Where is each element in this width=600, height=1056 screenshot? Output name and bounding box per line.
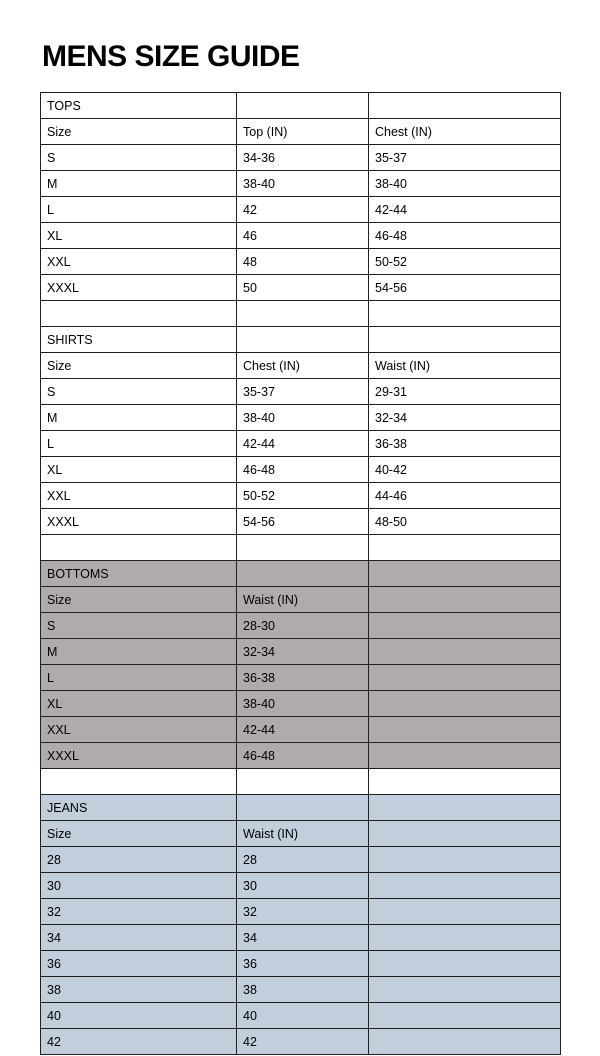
table-row [41,639,561,665]
table-cell: JEANS [41,795,237,821]
table-row [41,717,561,743]
table-cell [237,327,369,353]
table-cell [369,665,561,691]
table-row [41,353,561,379]
table-cell [237,93,369,119]
table-cell: 48-50 [369,509,561,535]
table-row [41,561,561,587]
table-cell [369,951,561,977]
table-cell: 50 [237,275,369,301]
table-row [41,223,561,249]
table-cell: S [41,379,237,405]
table-cell: 40-42 [369,457,561,483]
table-cell: Size [41,587,237,613]
table-cell [369,691,561,717]
table-cell: Waist (IN) [237,587,369,613]
table-row [41,1029,561,1055]
table-cell: 50-52 [369,249,561,275]
table-cell: 46-48 [237,457,369,483]
table-cell: S [41,613,237,639]
table-cell: 38 [237,977,369,1003]
table-cell [369,587,561,613]
table-cell: 38-40 [369,171,561,197]
table-cell: Chest (IN) [369,119,561,145]
table-row [41,145,561,171]
table-cell [369,639,561,665]
table-cell: 42 [237,1029,369,1055]
table-cell [237,535,369,561]
table-row [41,1003,561,1029]
table-cell: M [41,171,237,197]
table-cell [369,301,561,327]
table-cell: 42-44 [237,717,369,743]
table-cell [369,535,561,561]
table-row [41,301,561,327]
table-cell [369,743,561,769]
table-cell: 38-40 [237,405,369,431]
size-guide-table-body [41,93,561,1055]
table-row [41,899,561,925]
table-row [41,873,561,899]
table-cell: 32-34 [237,639,369,665]
table-cell: Size [41,353,237,379]
table-row [41,93,561,119]
table-cell: 42 [237,197,369,223]
table-row [41,275,561,301]
table-cell [369,613,561,639]
table-cell: 34 [41,925,237,951]
table-cell: 42-44 [237,431,369,457]
table-cell: 32 [237,899,369,925]
table-row [41,535,561,561]
page-title: MENS SIZE GUIDE [42,40,300,73]
table-row [41,691,561,717]
table-cell: 36-38 [369,431,561,457]
table-cell [369,327,561,353]
table-cell: L [41,431,237,457]
table-row [41,847,561,873]
table-cell: 29-31 [369,379,561,405]
table-cell [369,1029,561,1055]
table-row [41,951,561,977]
table-row [41,665,561,691]
table-cell: XL [41,223,237,249]
size-guide-table [40,92,561,1055]
table-cell: 34-36 [237,145,369,171]
table-cell: 54-56 [369,275,561,301]
table-cell: 30 [237,873,369,899]
table-cell: 42-44 [369,197,561,223]
table-cell: XXXL [41,509,237,535]
table-cell: M [41,405,237,431]
table-cell [369,847,561,873]
table-row [41,795,561,821]
table-row [41,249,561,275]
table-cell: 40 [237,1003,369,1029]
table-cell: XXXL [41,743,237,769]
table-cell: 46-48 [237,743,369,769]
table-row [41,119,561,145]
table-cell [237,301,369,327]
table-cell: XXL [41,249,237,275]
table-cell: 54-56 [237,509,369,535]
table-cell [369,769,561,795]
table-row [41,587,561,613]
table-cell: SHIRTS [41,327,237,353]
table-row [41,769,561,795]
table-row [41,171,561,197]
table-cell: 46-48 [369,223,561,249]
table-row [41,431,561,457]
table-cell [369,795,561,821]
table-cell: TOPS [41,93,237,119]
table-cell: 38-40 [237,171,369,197]
table-cell: 36-38 [237,665,369,691]
table-cell: 35-37 [237,379,369,405]
table-cell: BOTTOMS [41,561,237,587]
table-cell [41,301,237,327]
table-cell [369,717,561,743]
table-cell [369,873,561,899]
table-cell: XXXL [41,275,237,301]
table-cell: XL [41,691,237,717]
table-cell [369,93,561,119]
table-cell: 30 [41,873,237,899]
table-cell: 46 [237,223,369,249]
table-row [41,327,561,353]
table-row [41,457,561,483]
table-row [41,197,561,223]
table-cell: Chest (IN) [237,353,369,379]
table-cell [237,561,369,587]
table-cell: M [41,639,237,665]
table-row [41,977,561,1003]
table-cell [369,821,561,847]
table-row [41,613,561,639]
table-cell: 40 [41,1003,237,1029]
table-cell [369,925,561,951]
table-cell: Waist (IN) [369,353,561,379]
table-cell: 32-34 [369,405,561,431]
table-row [41,925,561,951]
table-cell: Size [41,821,237,847]
table-cell: 38-40 [237,691,369,717]
table-cell: XXL [41,717,237,743]
table-cell: Size [41,119,237,145]
table-cell: XL [41,457,237,483]
table-row [41,509,561,535]
table-cell: 42 [41,1029,237,1055]
table-cell: Top (IN) [237,119,369,145]
table-cell: 36 [41,951,237,977]
table-cell: S [41,145,237,171]
table-cell: 50-52 [237,483,369,509]
table-cell: 28 [237,847,369,873]
table-cell: 35-37 [369,145,561,171]
table-cell: XXL [41,483,237,509]
table-cell: 34 [237,925,369,951]
table-cell: Waist (IN) [237,821,369,847]
table-cell: L [41,197,237,223]
table-cell [369,977,561,1003]
table-cell: 48 [237,249,369,275]
table-cell: 28-30 [237,613,369,639]
table-row [41,821,561,847]
table-cell: 38 [41,977,237,1003]
table-cell: L [41,665,237,691]
table-row [41,743,561,769]
table-row [41,405,561,431]
table-cell [41,535,237,561]
table-cell [369,899,561,925]
table-cell: 36 [237,951,369,977]
table-cell [369,561,561,587]
table-cell [237,795,369,821]
table-row [41,483,561,509]
table-cell [41,769,237,795]
table-cell [237,769,369,795]
table-row [41,379,561,405]
table-cell: 28 [41,847,237,873]
table-cell: 44-46 [369,483,561,509]
table-cell [369,1003,561,1029]
table-cell: 32 [41,899,237,925]
